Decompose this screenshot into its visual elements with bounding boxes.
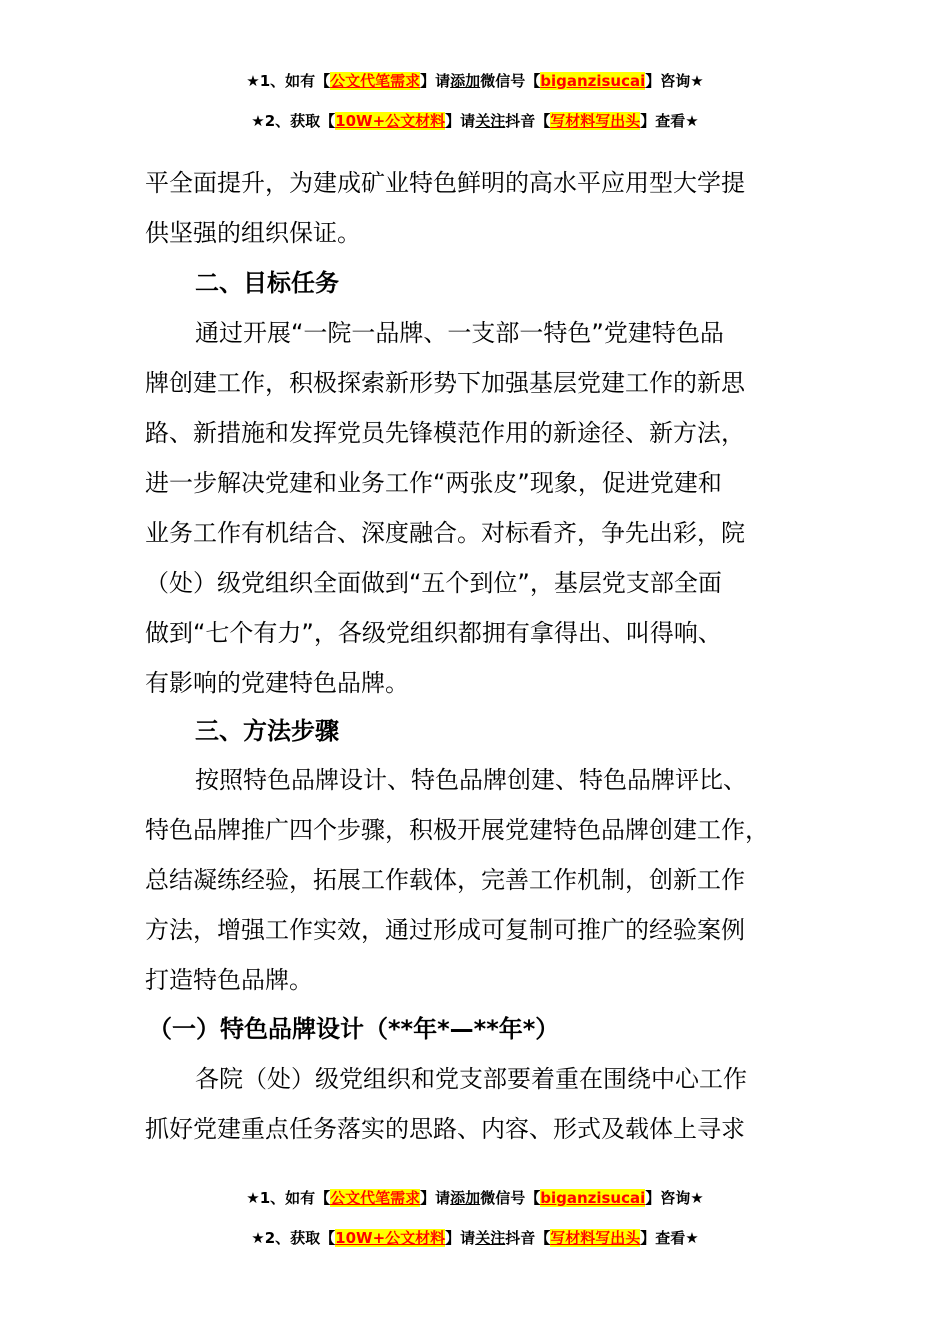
highlight-wechat-id: biganzisucai	[540, 72, 646, 90]
bottom-banner-line-1: ★1、如有【公文代笔需求】请添加微信号【biganzisucai】咨询★	[246, 1189, 704, 1207]
star-icon: ★	[685, 112, 699, 130]
section-heading-2: 二、目标任务	[195, 269, 339, 297]
paragraph-goals: 通过开展“一院一品牌、一支部一特色”党建特色品 牌创建工作，积极探索新形势下加强基层党建工作的新思 路、新措施和发挥党员先锋模范作用的新途径、新方法， 进一步解决党建和业务工作“两张皮”现象，促进党建和 业务工作有机结合、深度融合。对标看齐，争先出彩，院 （处）级党组织全面做到“五个到位”，基层党支部全面 做到“七个有力”，各级党组织都拥有拿得出、叫得响、 有影响的党建特色品牌。	[145, 319, 745, 697]
star-icon: ★	[690, 1189, 704, 1207]
highlight-douyin: 写材料写出头	[550, 1229, 641, 1247]
star-icon: ★	[251, 112, 265, 130]
star-icon: ★	[685, 1229, 699, 1247]
paragraph-design: 各院（处）级党组织和党支部要着重在围绕中心工作 抓好党建重点任务落实的思路、内容、形式及载体上寻求	[145, 1065, 747, 1143]
highlight-service: 公文代笔需求	[330, 72, 421, 90]
subsection-heading-1: （一）特色品牌设计（**年*—**年*）	[148, 1015, 560, 1043]
highlight-douyin: 写材料写出头	[550, 112, 641, 130]
top-banner-line-2: ★2、获取【10W+公文材料】请关注抖音【写材料写出头】查看★	[251, 112, 699, 130]
highlight-service: 公文代笔需求	[330, 1189, 421, 1207]
star-icon: ★	[251, 1229, 265, 1247]
highlight-materials: 10W+公文材料	[335, 112, 446, 130]
top-banner-line-1: ★1、如有【公文代笔需求】请添加微信号【biganzisucai】咨询★	[246, 72, 704, 90]
star-icon: ★	[690, 72, 704, 90]
highlight-materials: 10W+公文材料	[335, 1229, 446, 1247]
paragraph-steps: 按照特色品牌设计、特色品牌创建、特色品牌评比、 特色品牌推广四个步骤，积极开展党建特色品牌创建工作， 总结凝练经验，拓展工作载体，完善工作机制，创新工作 方法，增强工作实效，通过形成可复制可推广的经验案例 打造特色品牌。	[145, 766, 769, 994]
highlight-wechat-id: biganzisucai	[540, 1189, 646, 1207]
section-heading-3: 三、方法步骤	[195, 717, 339, 745]
paragraph-intro: 平全面提升，为建成矿业特色鲜明的高水平应用型大学提 供坚强的组织保证。	[145, 169, 745, 247]
star-icon: ★	[246, 72, 260, 90]
star-icon: ★	[246, 1189, 260, 1207]
bottom-banner-line-2: ★2、获取【10W+公文材料】请关注抖音【写材料写出头】查看★	[251, 1229, 699, 1247]
